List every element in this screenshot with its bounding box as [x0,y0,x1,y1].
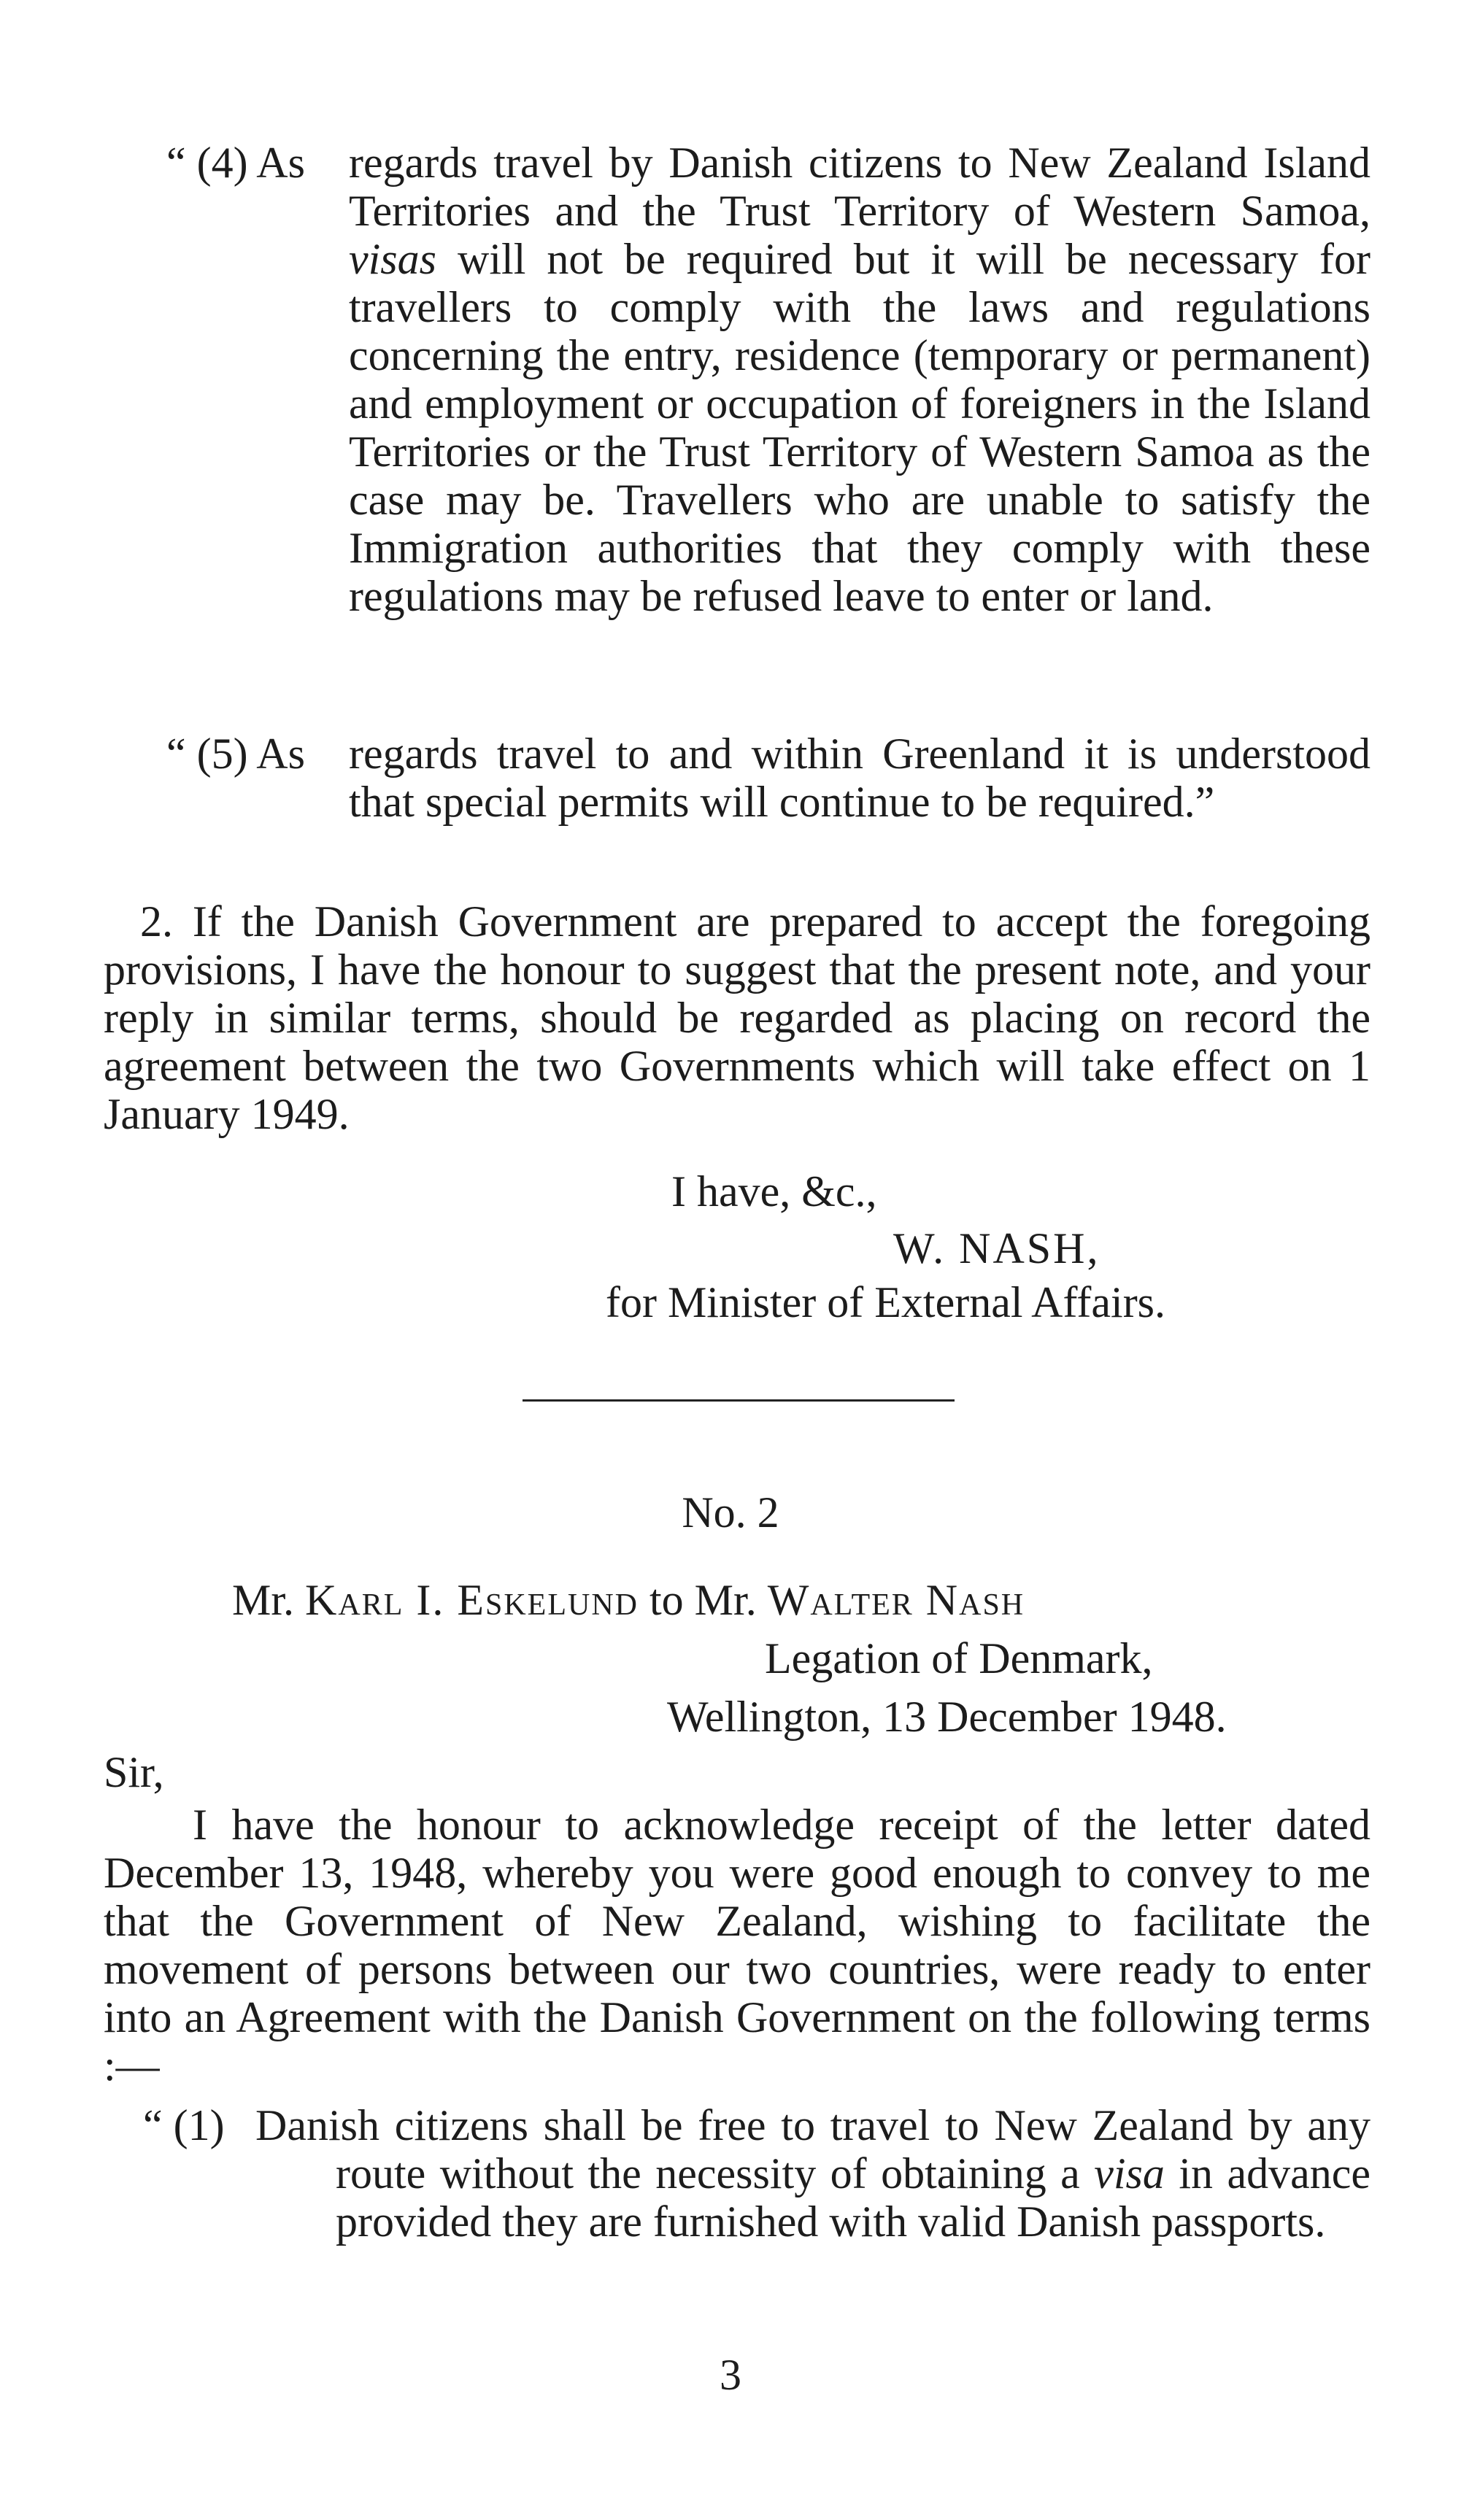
paragraph-2: 2. If the Danish Government are prepared to accept the foregoing provisions, I have the honour to suggest that the present note, and your reply in similar terms, should be regarded as placing on record the agreement between the two Governments which will take effect on 1 January 1949. [104,897,1371,1138]
item-5-text: regards travel to and within Greenland it is understood that special permits will continue to be required.” [349,730,1371,826]
address-line-1: Legation of Denmark, [765,1634,1153,1682]
page-number: 3 [720,2351,741,2399]
letter-salutation: Sir, [104,1748,164,1796]
list-item-5 [166,730,1371,883]
signer-title: for Minister of External Affairs. [606,1278,1166,1326]
section-heading: No. 2 [682,1488,779,1537]
item-4-text: regards travel by Danish citizens to New Zealand Island Territories and the Trust Territory of Western Samoa, visas will not be required but it will be necessary for travellers to comply with the laws and regulations concerning the entry, residence (temporary or permanent) and employment or occupation of foreigners in the Island Territories or the Trust Territory of Western Samoa as the case may be. Travellers who are unable to satisfy the Immigration authorities that they comply with these regulations may be refused leave to enter or land. [349,139,1371,620]
section-divider [523,1399,955,1402]
closing-salutation: I have, &c., [671,1167,877,1215]
recipient-name: Walter Nash [767,1576,1025,1624]
signer-name: W. NASH, [893,1224,1100,1272]
item-1-text: Danish citizens shall be free to travel to New Zealand by any route without the necessity of obtaining a visa in advance provided they are furnished with valid Danish passports. [255,2101,1371,2246]
letter-body: I have the honour to acknowledge receipt of the letter dated December 13, 1948, whereby you were good enough to convey to me that the Government of New Zealand, wishing to facilitate the movement of persons between our two countries, were ready to enter into an Agreement with the Danish Government on the following terms :— [104,1801,1371,2090]
address-line-2: Wellington, 13 December 1948. [667,1693,1227,1741]
list-item-1 [143,2101,1371,2298]
list-item-4 [166,139,1371,722]
sender-name: Karl I. Eskelund [305,1576,639,1624]
item-4-number: “ (4) As [166,139,305,187]
item-5-number: “ (5) As [166,730,305,778]
correspondents-line: Mr. Karl I. Eskelund to Mr. Walter Nash [232,1576,1025,1624]
item-1-number: “ (1) [143,2101,225,2149]
